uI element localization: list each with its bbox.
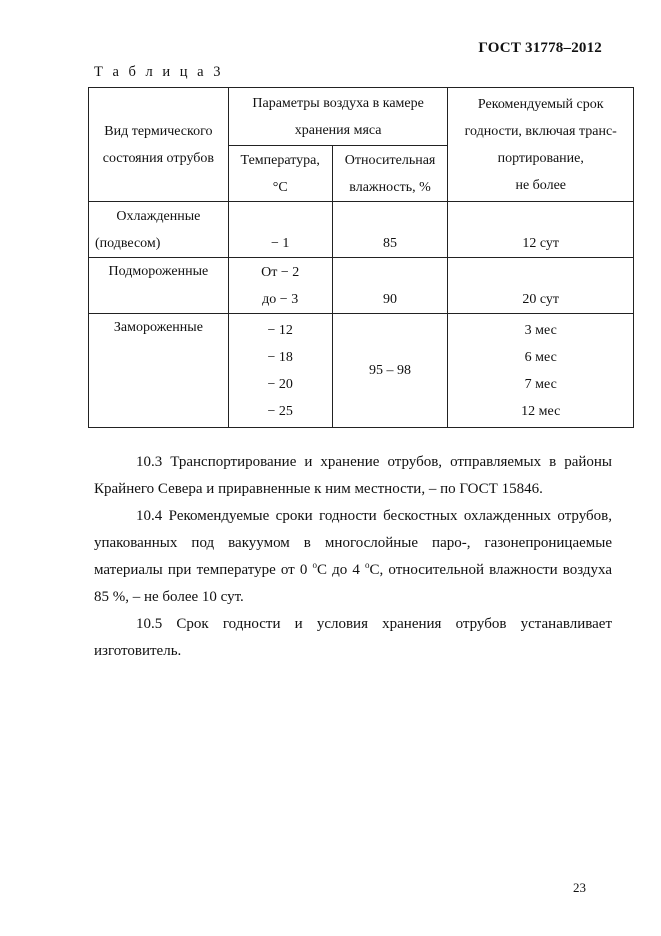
col-header-temperature: Температура, °С bbox=[228, 146, 332, 202]
table-row bbox=[89, 314, 634, 428]
cell-state: Замороженные bbox=[89, 314, 229, 428]
paragraph-10-3: 10.3 Транспортирование и хранение отрубов, отправляемых в районы Крайнего Севера и приравненные к ним местности, – по ГОСТ 15846. bbox=[94, 454, 612, 497]
table-row bbox=[89, 202, 634, 258]
col-header-humidity: Относительная влажность, % bbox=[332, 146, 448, 202]
paragraph-10-5: 10.5 Срок годности и условия хранения отрубов устанавливает изготовитель. bbox=[94, 616, 612, 659]
cell-state: Охлажденные (подвесом) bbox=[89, 202, 229, 258]
cell-temperature: − 12 − 18 − 20 − 25 bbox=[228, 314, 332, 428]
cell-shelf-life: 12 сут bbox=[448, 202, 634, 258]
cell-humidity: 95 – 98 bbox=[332, 314, 448, 428]
page-number: 23 bbox=[573, 880, 586, 895]
cell-shelf-life: 3 мес 6 мес 7 мес 12 мес bbox=[448, 314, 634, 428]
cell-temperature: От − 2 до − 3 bbox=[228, 258, 332, 314]
col-header-shelf-life: Рекомендуемый срок годности, включая транс- портирование, не более bbox=[448, 88, 634, 202]
cell-temperature: − 1 bbox=[228, 202, 332, 258]
table-caption: Т а б л и ц а 3 bbox=[94, 64, 224, 80]
col-header-air-params: Параметры воздуха в камере хранения мяса bbox=[228, 88, 448, 146]
paragraph-10-4: 10.4 Рекомендуемые сроки годности бескостных охлажденных отрубов, упакованных под вакуумом в многослойные паро-, газонепроницаемые материалы при температуре от 0 $^о$С до 4 $^о$С, относительной влажности воздуха 85 %, – не более 10 сут. bbox=[94, 508, 612, 605]
storage-table bbox=[88, 87, 634, 428]
cell-humidity: 90 bbox=[332, 258, 448, 314]
cell-state: Подмороженные bbox=[89, 258, 229, 314]
cell-shelf-life: 20 сут bbox=[448, 258, 634, 314]
col-header-state: Вид термического состояния отрубов bbox=[89, 88, 229, 202]
cell-humidity: 85 bbox=[332, 202, 448, 258]
document-id: ГОСТ 31778–2012 bbox=[478, 40, 602, 56]
table-row bbox=[89, 258, 634, 314]
